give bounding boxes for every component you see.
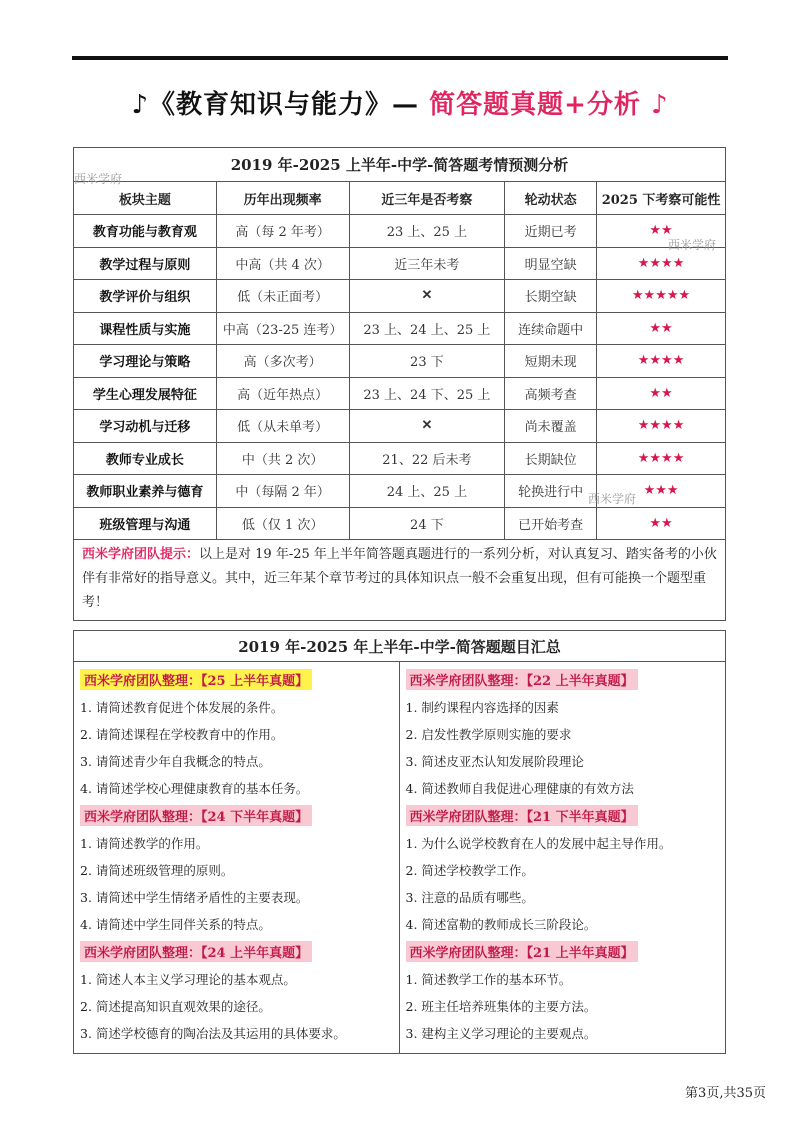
question-item: 2. 请简述课程在学校教育中的作用。 [80,727,284,742]
page-title [0,84,800,121]
summary-table-caption: 2019 年-2025 年上半年-中学-简答题题目汇总 [74,631,726,662]
topic-cell: 课程性质与实施 [74,312,217,345]
likelihood-stars: ★★★★ [597,410,726,443]
header-cell: 2025 下考察可能性 [597,182,726,215]
section-heading: 西米学府团队整理：【24 下半年真题】 [80,805,312,826]
topic-cell: 教育功能与教育观 [74,215,217,248]
question-item: 1. 制约课程内容选择的因素 [405,700,559,715]
title-left: ♪《教育知识与能力》— [131,90,420,120]
top-rule [72,56,728,60]
recent-exam-cell: 23 上、24 下、25 上 [349,377,505,410]
table-row [74,410,726,443]
question-item: 3. 请简述青少年自我概念的特点。 [80,754,271,769]
likelihood-stars: ★★ [597,377,726,410]
section-heading: 西米学府团队整理：【22 上半年真题】 [406,669,638,690]
header-cell: 历年出现频率 [216,182,349,215]
question-item: 1. 请简述教育促进个体发展的条件。 [80,700,284,715]
table-row [74,215,726,248]
header-cell: 轮动状态 [505,182,597,215]
summary-right-column [400,662,726,1053]
question-item: 2. 请简述班级管理的原则。 [80,863,234,878]
rotation-status-cell: 近期已考 [505,215,597,248]
watermark: 西米学府 [668,238,717,252]
recent-exam-cell: 23 上、25 上 [349,215,505,248]
rotation-status-cell: 长期空缺 [505,280,597,313]
likelihood-stars: ★★ [597,507,726,540]
summary-table [73,630,726,1054]
question-item: 3. 简述学校德育的陶冶法及其运用的具体要求。 [80,1026,346,1041]
question-item: 1. 简述教学工作的基本环节。 [405,972,572,987]
rotation-status-cell: 连续命题中 [505,312,597,345]
frequency-cell: 高（近年热点） [216,377,349,410]
header-cell: 板块主题 [74,182,217,215]
likelihood-stars: ★★★ [597,475,726,508]
summary-left-column [74,662,399,1053]
recent-exam-cell: 21、22 后未考 [349,442,505,475]
question-item: 2. 简述提高知识直观效果的途径。 [80,999,271,1014]
topic-cell: 学习动机与迁移 [74,410,217,443]
question-item: 4. 简述教师自我促进心理健康的有效方法 [405,781,634,796]
frequency-cell: 高（每 2 年考） [216,215,349,248]
recent-exam-cell: ✕ [349,410,505,443]
likelihood-stars: ★★★★★ [597,280,726,313]
question-item: 3. 简述皮亚杰认知发展阶段理论 [405,754,584,769]
table-row [74,345,726,378]
frequency-cell: 中（每隔 2 年） [216,475,349,508]
analysis-table-caption: 2019 年-2025 上半年-中学-简答题考情预测分析 [74,148,726,182]
table-row [74,507,726,540]
question-item: 3. 建构主义学习理论的主要观点。 [405,1026,597,1041]
recent-exam-cell: 近三年未考 [349,247,505,280]
rotation-status-cell: 长期缺位 [505,442,597,475]
question-item: 1. 简述人本主义学习理论的基本观点。 [80,972,296,987]
frequency-cell: 中高（23-25 连考） [216,312,349,345]
frequency-cell: 中高（共 4 次） [216,247,349,280]
likelihood-stars: ★★★★ [597,247,726,280]
page-footer: 第3页,共35页 [685,1086,766,1101]
section-heading: 西米学府团队整理：【24 上半年真题】 [80,941,312,962]
question-item: 3. 注意的品质有哪些。 [405,890,534,905]
table-row [74,312,726,345]
analysis-table-header [74,182,726,215]
question-item: 3. 请简述中学生情绪矛盾性的主要表现。 [80,890,309,905]
tip-lead: 西米学府团队提示： [82,547,200,562]
question-item: 2. 启发性教学原则实施的要求 [405,727,572,742]
header-cell: 近三年是否考察 [349,182,505,215]
recent-exam-cell: 23 上、24 上、25 上 [349,312,505,345]
frequency-cell: 高（多次考） [216,345,349,378]
team-tip [74,540,726,621]
watermark: 西米学府 [74,172,123,186]
table-row [74,377,726,410]
recent-exam-cell: 24 下 [349,507,505,540]
table-row [74,442,726,475]
topic-cell: 班级管理与沟通 [74,507,217,540]
section-heading: 西米学府团队整理：【25 上半年真题】 [80,669,312,690]
table-row [74,280,726,313]
recent-exam-cell: 24 上、25 上 [349,475,505,508]
rotation-status-cell: 已开始考查 [505,507,597,540]
question-item: 4. 请简述中学生同伴关系的特点。 [80,917,271,932]
topic-cell: 教师专业成长 [74,442,217,475]
section-heading: 西米学府团队整理：【21 下半年真题】 [406,805,638,826]
rotation-status-cell: 高频考查 [505,377,597,410]
recent-exam-cell: ✕ [349,280,505,313]
frequency-cell: 低（未正面考） [216,280,349,313]
topic-cell: 学生心理发展特征 [74,377,217,410]
likelihood-stars: ★★ [597,312,726,345]
frequency-cell: 中（共 2 次） [216,442,349,475]
frequency-cell: 低（仅 1 次） [216,507,349,540]
section-heading: 西米学府团队整理：【21 上半年真题】 [406,941,638,962]
likelihood-stars: ★★★★ [597,442,726,475]
rotation-status-cell: 明显空缺 [505,247,597,280]
rotation-status-cell: 尚未覆盖 [505,410,597,443]
rotation-status-cell: 短期未现 [505,345,597,378]
question-item: 2. 简述学校教学工作。 [405,863,534,878]
question-item: 2. 班主任培养班集体的主要方法。 [405,999,597,1014]
question-item: 4. 简述富勒的教师成长三阶段论。 [405,917,597,932]
topic-cell: 教学评价与组织 [74,280,217,313]
topic-cell: 教师职业素养与德育 [74,475,217,508]
analysis-table [73,147,726,621]
title-right: 简答题真题+分析 ♪ [429,90,669,120]
recent-exam-cell: 23 下 [349,345,505,378]
rotation-status-cell: 轮换进行中 [505,475,597,508]
question-item: 1. 请简述教学的作用。 [80,836,209,851]
likelihood-stars: ★★ [597,215,726,248]
topic-cell: 学习理论与策略 [74,345,217,378]
question-item: 4. 请简述学校心理健康教育的基本任务。 [80,781,309,796]
frequency-cell: 低（从未单考） [216,410,349,443]
likelihood-stars: ★★★★ [597,345,726,378]
question-item: 1. 为什么说学校教育在人的发展中起主导作用。 [405,836,672,851]
table-row [74,247,726,280]
topic-cell: 教学过程与原则 [74,247,217,280]
watermark: 西米学府 [588,492,637,506]
tip-text: 以上是对 19 年-25 年上半年简答题真题进行的一系列分析，对认真复习、踏实备考的小伙伴有非常好的指导意义。其中，近三年某个章节考过的具体知识点一般不会重复出现，但有可能换一个题型重考！ [82,547,717,610]
